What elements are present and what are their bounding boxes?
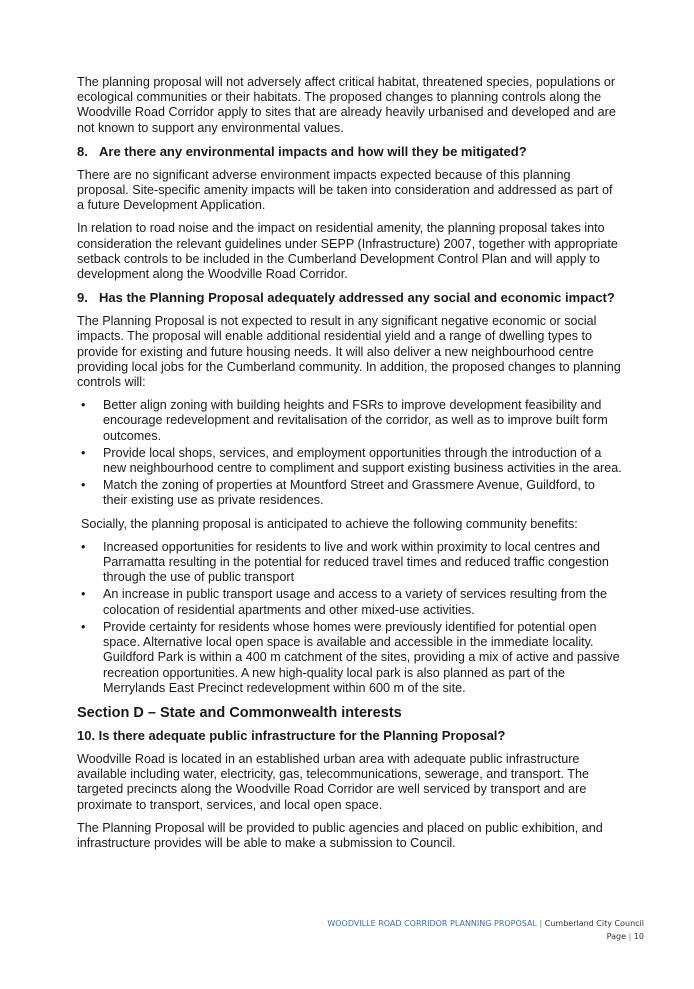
planning-controls-list xyxy=(77,398,622,508)
footer-doc-title: WOODVILLE ROAD CORRIDOR PLANNING PROPOSAL xyxy=(327,919,537,928)
question-9-text: Has the Planning Proposal adequately addressed any social and economic impact? xyxy=(99,290,615,306)
paragraph-infrastructure: Woodville Road is located in an established urban area with adequate public infrastructure available including water, electricity, gas, telecommunications, sewerage, and transport. The targeted precincts along the Woodville Road Corridor are well serviced by transport and are proximate to transport, services, and local open space. xyxy=(77,751,589,812)
footer-page-line xyxy=(327,930,644,943)
question-8-number: 8. xyxy=(77,143,88,159)
question-9-number: 9. xyxy=(77,290,88,306)
section-d-heading: Section D – State and Commonwealth interests xyxy=(77,704,402,721)
footer-separator: | xyxy=(539,919,543,928)
paragraph-economic-impacts: The Planning Proposal is not expected to result in any significant negative economic or social impacts. The proposal will enable additional residential yield and a range of dwelling types to provide for existing and future housing needs. It will also deliver a new neighbourhood centre providing local jobs for the Cumberland community. In addition, the proposed changes to planning controls will: xyxy=(77,314,621,390)
paragraph-no-adverse-impacts: There are no significant adverse environment impacts expected because of this planning proposal. Site-specific amenity impacts will be taken into consideration and addressed as part of a future Development Application. xyxy=(77,167,613,213)
community-benefits-list xyxy=(77,540,622,696)
footer-council: Cumberland City Council xyxy=(544,919,644,928)
paragraph-public-exhibition: The Planning Proposal will be provided to public agencies and placed on public exhibition, and infrastructure provides will be able to make a submission to Council. xyxy=(77,820,603,850)
list-item: • Match the zoning of properties at Mountford Street and Grassmere Avenue, Guildford, to their existing use as private residences. xyxy=(77,478,622,508)
paragraph-social-benefits: Socially, the planning proposal is anticipated to achieve the following community benefits: xyxy=(81,516,578,531)
page-body xyxy=(77,75,622,859)
page-footer xyxy=(327,917,644,943)
footer-page-label: Page xyxy=(606,932,627,941)
list-item: • Better align zoning with building heights and FSRs to improve development feasibility and encourage redevelopment and revitalisation of the corridor, as well as to improve built form outcomes. xyxy=(77,398,622,444)
footer-title-line xyxy=(327,917,644,930)
question-10-heading: 10. Is there adequate public infrastructure for the Planning Proposal? xyxy=(77,727,506,743)
list-item: • Provide certainty for residents whose homes were previously identified for potential open space. Alternative local open space is available and accessible in the immediate locality. Guildford Park is within a 400 m catchment of the sites, providing a mix of active and passive recreation opportunities. A new high-quality local park is also planned as part of the Merrylands East Precinct redevelopment within 600 m of the site. xyxy=(77,620,622,696)
footer-page-number: 10 xyxy=(633,932,644,941)
footer-page-separator: | xyxy=(628,932,632,941)
question-8-heading xyxy=(77,144,622,160)
list-item: • Provide local shops, services, and employment opportunities through the introduction of a new neighbourhood centre to compliment and support existing business activities in the area. xyxy=(77,446,622,476)
question-9-heading xyxy=(77,290,622,306)
paragraph-habitat: The planning proposal will not adversely affect critical habitat, threatened species, populations or ecological communities or their habitats. The proposed changes to planning controls along the Woodville Road Corridor apply to sites that are already heavily urbanised and developed and are not known to support any environmental values. xyxy=(77,75,616,135)
list-item: • An increase in public transport usage and access to a variety of services resulting from the colocation of residential apartments and other mixed-use activities. xyxy=(77,587,622,617)
list-item: • Increased opportunities for residents to live and work within proximity to local centres and Parramatta resulting in the potential for reduced travel times and reduced traffic congestion through the use of public transport xyxy=(77,540,622,586)
question-8-text: Are there any environmental impacts and how will they be mitigated? xyxy=(99,143,527,159)
paragraph-road-noise: In relation to road noise and the impact on residential amenity, the planning proposal takes into consideration the relevant guidelines under SEPP (Infrastructure) 2007, together with appropriate setback controls to be included in the Cumberland Development Control Plan and will apply to development along the Woodville Road Corridor. xyxy=(77,221,618,282)
